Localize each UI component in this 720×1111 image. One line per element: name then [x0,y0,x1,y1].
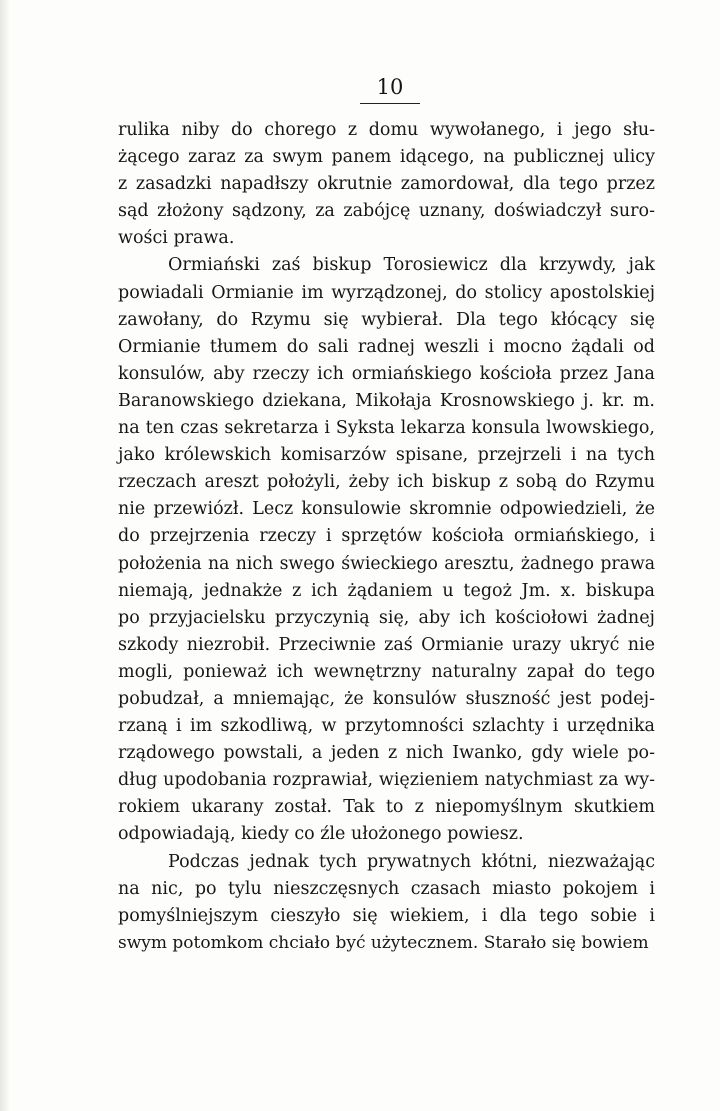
paragraph [118,252,655,848]
text-line: żącego zaraz za swym panem idącego, na publicznej ulicy [118,147,655,168]
text-line: odpowiadają, kiedy co źle ułożonego powiesz. [118,824,524,845]
text-line: zawołany, do Rzymu się wybierał. Dla tego kłócący się [118,309,655,330]
text-line: Podczas jednak tych prywatnych kłótni, niezważając [168,851,655,872]
text-line: Ormianie tłumem do sali radnej weszli i mocno żądali od [118,336,655,357]
text-line: wości prawa. [118,228,235,249]
text-line: jako królewskich komisarzów spisane, przejrzeli i na tych [118,445,655,466]
text-line: swym potomkom chciało być użytecznem. Starało się bowiem [118,932,649,953]
text-line: rzaną i im szkodliwą, w przytomności szlachty i urzędnika [118,716,655,737]
text-line: nie przewiózł. Lecz konsulowie skromnie odpowiedzieli, że [118,499,655,520]
text-line: po przyjacielsku przyczynią się, aby ich kościołowi żadnej [118,607,655,628]
page-number-rule [360,103,420,104]
text-line: Baranowskiego dziekana, Mikołaja Krosnowskiego j. kr. m. [118,390,655,411]
text-line: powiadali Ormianie im wyrządzonej, do stolicy apostolskiej [118,282,655,303]
page-number: 10 [376,75,404,99]
page-gutter [0,0,10,1111]
body-text [118,117,655,957]
text-line: rzeczach areszt położyli, żeby ich biskup z sobą do Rzymu [118,472,655,493]
paragraph [118,117,655,252]
text-line: sąd złożony sądzony, za zabójcę uznany, doświadczył suro- [118,201,655,222]
text-line: pomyślniejszym cieszyło się wiekiem, i dla tego sobie i [118,905,655,926]
text-line: rządowego powstali, a jeden z nich Iwanko, gdy wiele po- [118,743,655,764]
text-line: konsulów, aby rzeczy ich ormiańskiego kościoła przez Jana [118,363,655,384]
paragraph [118,849,655,957]
text-line: z zasadzki napadłszy okrutnie zamordował, dla tego przez [118,174,655,195]
text-line: dług upodobania rozprawiał, więzieniem natychmiast za wy- [118,770,655,791]
text-line: Ormiański zaś biskup Torosiewicz dla krzywdy, jak [168,255,655,276]
text-line: na nic, po tylu nieszczęsnych czasach miasto pokojem i [118,878,655,899]
text-line: rokiem ukarany został. Tak to z niepomyślnym skutkiem [118,797,655,818]
text-line: niemają, jednakże z ich żądaniem u tegoż Jm. x. biskupa [118,580,655,601]
text-line: pobudzał, a mniemając, że konsulów słuszność jest podej- [118,688,655,709]
text-line: na ten czas sekretarza i Syksta lekarza konsula lwowskiego, [118,418,655,439]
text-line: położenia na nich swego świeckiego aresztu, żadnego prawa [118,553,655,574]
text-line: rulika niby do chorego z domu wywołanego, i jego słu- [118,120,655,140]
text-line: do przejrzenia rzeczy i sprzętów kościoła ormiańskiego, i [118,526,655,547]
text-line: mogli, ponieważ ich wewnętrzny naturalny zapał do tego [118,661,655,682]
text-line: szkody niezrobił. Przeciwnie zaś Ormianie urazy ukryć nie [118,634,655,655]
